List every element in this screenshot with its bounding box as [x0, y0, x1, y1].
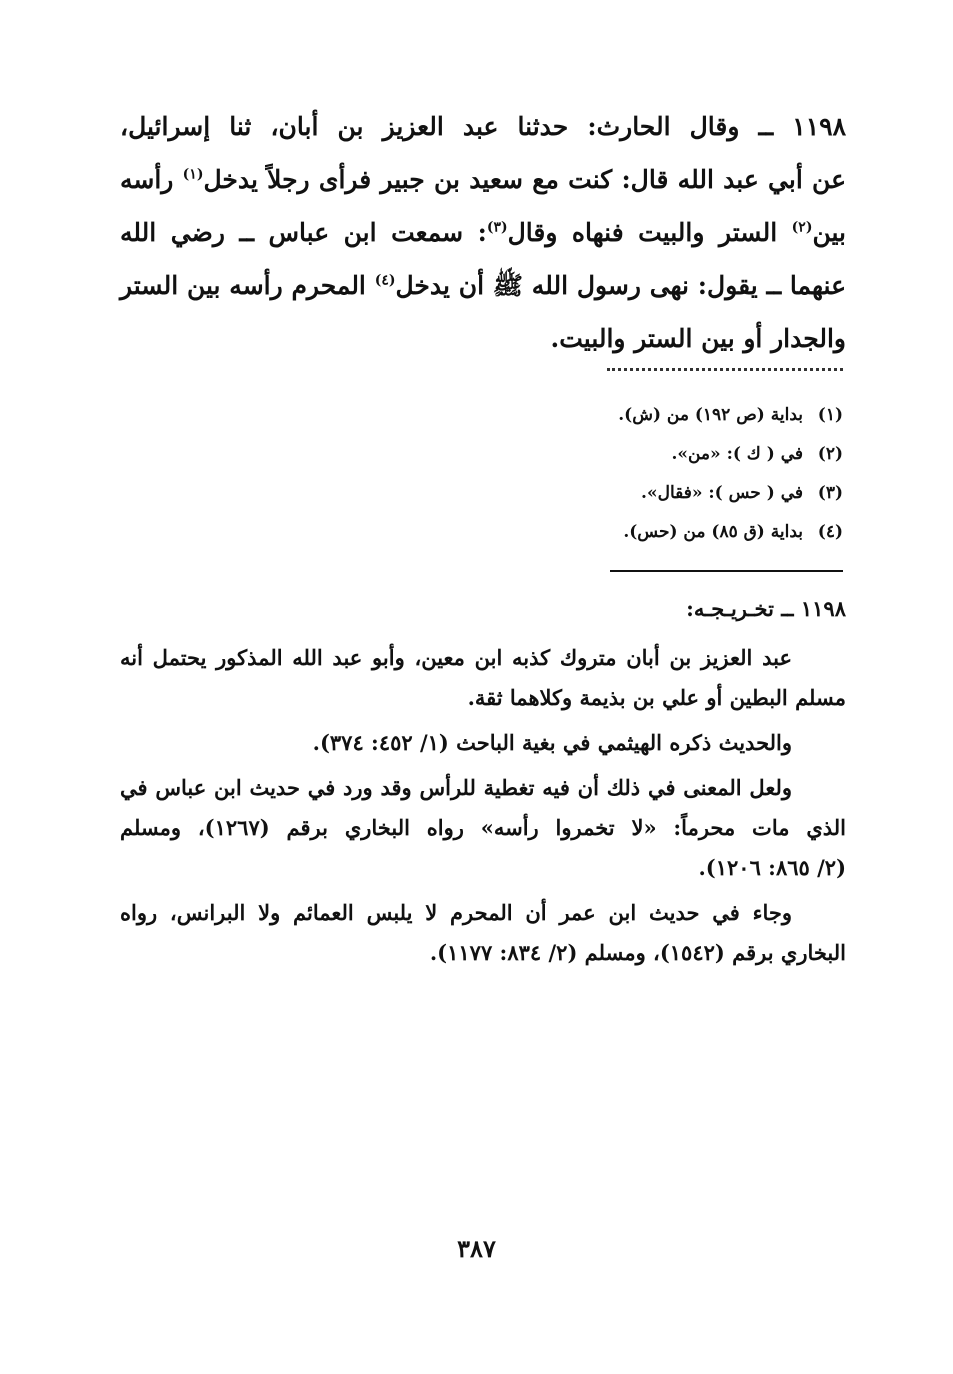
hadith-line-text: بين: [812, 218, 846, 247]
hadith-line: [120, 259, 846, 312]
takhrij-line: (٢/ ٨٦٥: ١٢٠٦).: [698, 855, 846, 880]
page-number: ٣٨٧: [457, 1234, 496, 1263]
footnote: [543, 435, 843, 474]
hadith-line-text: عن أبي عبد الله قال: كنت مع سعيد بن جبير فرأى رجلاً يدخل: [203, 165, 846, 194]
hadith-line-text: والجدار أو بين الستر والبيت.: [550, 324, 846, 353]
takhrij-paragraph: [120, 723, 846, 763]
hadith-line-text: المحرم رأسه بين الستر: [120, 271, 366, 300]
hadith-line: [120, 206, 846, 259]
hadith-line-text: رأسه: [120, 165, 174, 194]
hadith-line-text: الستر والبيت فنهاه وقال: [507, 218, 778, 247]
takhrij-paragraph: [120, 893, 846, 973]
footnote-number: (٣): [817, 483, 843, 503]
footnote-number: (٢): [817, 444, 843, 464]
footnote-ref: (٣): [486, 219, 508, 236]
hadith-line: [120, 312, 846, 365]
takhrij-line: والحديث ذكره الهيثمي في بغية الباحث (١/ ٤٥٢: ٣٧٤).: [312, 730, 792, 755]
takhrij-paragraph: [120, 768, 846, 888]
takhrij-body: [120, 638, 846, 978]
footnote: [543, 396, 843, 435]
footnote-number: (٤): [817, 522, 843, 542]
footnote-ref: (٢): [791, 219, 813, 236]
takhrij-line: الذي مات محرماً: «لا تخمروا رأسه» رواه البخاري برقم (١٢٦٧)، ومسلم: [120, 815, 847, 840]
footnote-number: (١): [817, 405, 843, 425]
hadith-line-text: : سمعت ابن عباس ــ رضي الله: [120, 218, 487, 247]
hadith-line: [120, 153, 846, 206]
hadith-line-text: ١١٩٨ ــ وقال الحارث: حدثنا عبد العزيز بن أبان، ثنا إسرائيل،: [120, 112, 846, 141]
takhrij-paragraph: [120, 638, 846, 718]
footnote-text: في ( حس ): «فقال».: [641, 483, 803, 503]
hadith-line: [120, 100, 846, 153]
takhrij-line: البخاري برقم (١٥٤٢)، ومسلم (٢/ ٨٣٤: ١١٧٧).: [429, 940, 846, 965]
hadith-line-text: عنهما ــ يقول: نهى رسول الله ﷺ أن يدخل: [395, 271, 846, 300]
footnote-text: بداية (ق ٨٥) من (حس).: [623, 522, 803, 542]
takhrij-line: عبد العزيز بن أبان متروك كذبه ابن معين، وأبو عبد الله المذكور يحتمل أنه: [120, 645, 792, 670]
footnotes: [543, 396, 843, 552]
footnote-ref: (١): [182, 166, 204, 183]
takhrij-heading: ١١٩٨ ــ تخـريـجـه:: [686, 596, 846, 621]
footnote-ref: (٤): [374, 272, 396, 289]
footnote-text: بداية (ص ١٩٢) من (ش).: [618, 405, 803, 425]
takhrij-line: وجاء في حديث ابن عمر أن المحرم لا يلبس العمائم ولا البرانس، رواه: [120, 900, 792, 925]
takhrij-line: مسلم البطين أو علي بن بذيمة وكلاهما ثقة.: [467, 685, 846, 710]
footnote: [543, 513, 843, 552]
footnote-separator-dots: [607, 368, 843, 371]
hadith-text: [120, 100, 846, 365]
footnote: [543, 474, 843, 513]
takhrij-line: ولعل المعنى في ذلك أن فيه تغطية للرأس وقد ورد في حديث ابن عباس في: [120, 775, 792, 800]
section-divider: [610, 570, 843, 572]
footnote-text: في ( ك ): «من».: [671, 444, 803, 464]
